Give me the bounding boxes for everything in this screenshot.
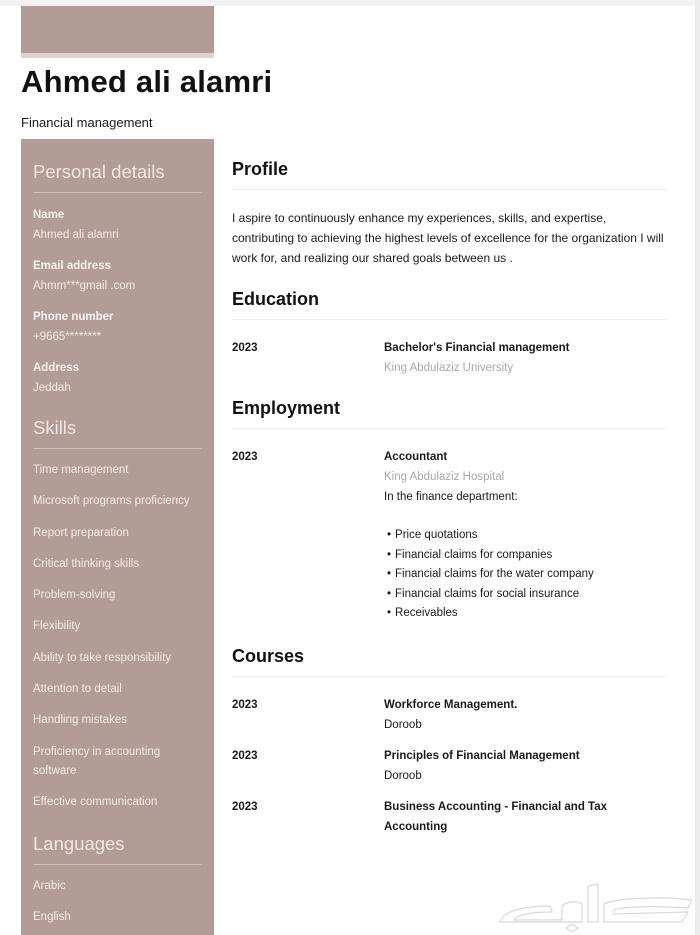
skill-item: Attention to detail (33, 683, 122, 696)
duty-item (384, 604, 667, 624)
entry-year: 2023 (232, 698, 258, 711)
skill-item: Handling mistakes (33, 714, 127, 727)
course-entry (232, 695, 667, 735)
entry-org: King Abdulaziz Hospital (384, 471, 505, 483)
duty-item (384, 546, 667, 566)
employment-heading: Employment (232, 398, 667, 429)
profile-heading: Profile (232, 159, 667, 190)
bullet-icon: • (387, 529, 392, 541)
skill-item: Time management (33, 464, 129, 476)
employment-entry (232, 447, 667, 624)
detail-value: Jeddah (33, 382, 71, 394)
detail-label: Email address (33, 260, 111, 272)
courses-section (232, 646, 667, 837)
entry-body (384, 447, 667, 624)
course-entry (232, 746, 667, 786)
detail-label: Address (33, 362, 80, 374)
duties-list (384, 526, 667, 624)
duty-item (384, 585, 667, 605)
page-edge (695, 0, 700, 935)
resume-name: Ahmed ali alamri (21, 64, 273, 99)
detail-email (33, 256, 202, 296)
entry-org: King Abdulaziz University (384, 362, 514, 374)
entry-org: Doroob (384, 769, 422, 782)
personal-details-heading: Personal details (33, 139, 202, 193)
main-content (232, 159, 667, 851)
skill-item: Proficiency in accounting software (33, 745, 161, 778)
detail-value: +9665******** (33, 331, 102, 343)
skill-item: Critical thinking skills (33, 557, 140, 570)
language-item: Arabic (33, 879, 66, 892)
entry-title: Workforce Management. (384, 698, 518, 711)
bullet-icon: • (387, 587, 392, 600)
entry-body (384, 797, 634, 837)
entry-year: 2023 (232, 749, 258, 762)
detail-value: Ahmm***gmail .com (33, 280, 136, 292)
entry-description: In the finance department: (384, 491, 518, 503)
entry-year: 2023 (232, 342, 258, 354)
skill-item: Report preparation (33, 526, 129, 539)
duty-text: Financial claims for the water company (395, 568, 594, 581)
detail-value: Ahmed ali alamri (33, 229, 119, 241)
profile-text: I aspire to continuously enhance my experiences, skills, and expertise, contributing to achieving the highest levels of excellence for the organization I will work for, and realizing our shared goals between us . (232, 211, 664, 265)
header-band-strip (21, 53, 214, 58)
duty-text: Financial claims for social insurance (395, 587, 580, 600)
skill-item: Microsoft programs proficiency (33, 495, 190, 508)
resume-subtitle: Financial management (21, 115, 153, 130)
course-entry (232, 797, 667, 837)
entry-year: 2023 (232, 451, 258, 463)
bullet-icon: • (387, 607, 392, 620)
skill-item: Ability to take responsibility (33, 651, 172, 664)
bullet-icon: • (387, 548, 392, 561)
detail-name (33, 205, 202, 245)
entry-title: Principles of Financial Management (384, 749, 580, 762)
courses-heading: Courses (232, 646, 667, 677)
skill-item: Problem-solving (33, 589, 116, 602)
duty-text: Financial claims for companies (395, 548, 553, 561)
detail-label: Name (33, 209, 65, 221)
entry-body (384, 338, 667, 378)
entry-title: Business Accounting - Financial and Tax Accounting (384, 800, 608, 833)
duty-item (384, 526, 667, 546)
duty-text: Receivables (395, 607, 458, 620)
sidebar (21, 139, 214, 935)
employment-section (232, 398, 667, 624)
skill-item: Flexibility (33, 620, 81, 633)
detail-address (33, 358, 202, 398)
haraj-logo-watermark-icon (492, 878, 697, 934)
entry-body (384, 695, 667, 735)
detail-label: Phone number (33, 311, 114, 323)
resume-page (0, 6, 695, 935)
entry-year: 2023 (232, 800, 258, 813)
language-item: English (33, 911, 71, 924)
languages-heading: Languages (33, 825, 202, 865)
duty-item (384, 565, 667, 585)
detail-phone (33, 307, 202, 347)
header-color-band (21, 6, 214, 53)
duty-text: Price quotations (395, 529, 478, 541)
skill-item: Effective communication (33, 796, 158, 809)
education-heading: Education (232, 289, 667, 320)
skills-heading: Skills (33, 409, 202, 449)
entry-body (384, 746, 667, 786)
education-section (232, 289, 667, 378)
profile-section (232, 159, 667, 268)
education-entry (232, 338, 667, 378)
entry-org: Doroob (384, 718, 422, 731)
entry-title: Accountant (384, 451, 448, 463)
bullet-icon: • (387, 568, 392, 581)
entry-title: Bachelor's Financial management (384, 342, 570, 354)
